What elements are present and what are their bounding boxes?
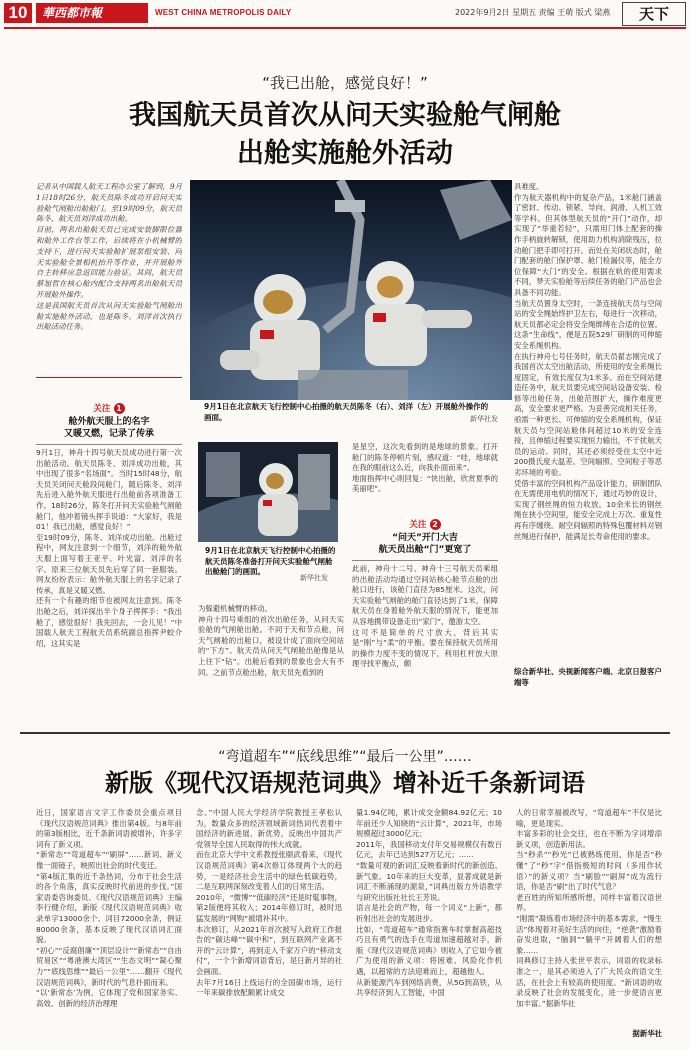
article1-col1: 9月1日，神舟十四号航天员成功进行第一次出舱活动。航天员陈冬、刘洋成功出舱，其中出现了很多“名场面”。当时15时48分，航天员关闭问天舱段间舱门，随后陈冬、刘洋先后进入舱外航天服进行出舱前各项准备工作。18时26分，陈冬打开问天实验舱气闸舱舱门，他冲着镜头挥手说道：“大家好，我是01！我已出舱，感觉良好！” 至19时09分，陈冬、刘洋成功出舱。出舱过程中，网友注意到一个细节，刘洋的舱外航天服上面写着王亚平、叶光富、刘洋的名字。原来三位航天员先后穿了同一套服装。网友纷纷表示：舱外航天服上的名字记录了传承，真是又暖又燃。 还有一个有趣的细节也被网友注意到。陈冬出舱之后，刘洋探出半个身子挥挥手：“我出舱了，感觉很好！我先回去，一会儿见！”中国载人航天工程航天员系统副总指挥尹蛟介绍，这其实是 — [36, 448, 182, 648]
article1-lead: 记者从中国载人航天工程办公室了解到，9月1日18时26分，航天员陈冬成功开启问天实验舱气闸舱出舱舱门。至19时09分，航天员陈冬、航天员刘洋成功出舱。 目前，两名出舱航天员已完成安装脚限位器和舱外工作台等工作，后续将在小机械臂的支持下，进行问天实验舱扩展泵组安装、问天实验舱全景相机抬升等作业，并开展舱外自主转移应急返回能力验证。其间，航天员蔡旭哲在核心舱内配合支持两名出舱航天员开展舱外操作。 这是我国航天员首次从问天实验舱气闸舱出舱实施舱外活动，也是陈冬、刘洋首次执行出舱活动任务。 — [36, 182, 182, 332]
article1-sources: 综合新华社、央视新闻客户端、北京日报客户端等 — [514, 667, 662, 687]
focus2-tag: 关注 — [409, 520, 427, 530]
photo2-caption: 9月1日在北京航天飞行控制中心拍摄的航天员陈冬准备打开问天实验舱气闸舱出舱舱门的画面。 — [205, 546, 336, 576]
focus1-number: 1 — [114, 403, 125, 414]
lead-divider — [36, 377, 182, 378]
photo1-caption: 9月1日在北京航天飞行控制中心拍摄的航天员陈冬（右）、刘洋（左）开展舱外操作的画面。 — [204, 402, 489, 422]
focus1-title: 舱外航天服上的名字 又暖又燃，记录了传承 — [63, 417, 154, 439]
article2-headline: 新版《现代汉语规范词典》增补近千条新词语 — [105, 769, 585, 797]
article-separator — [20, 732, 670, 734]
article1-kicker: “我已出舱，感觉良好！” — [262, 74, 428, 92]
photo-astronauts-spacewalk — [190, 180, 512, 400]
focus2-header — [352, 518, 498, 531]
photo-astronaut-opening-hatch — [198, 442, 338, 542]
article1-headline-line2: 出舱实施舱外活动 — [237, 138, 453, 169]
article2-col2: 念。”中国人民大学经济学院教授王孝松认为，数量众多的经济领域新词热词代表着中国经济的新进展、新优势，反映出中国共产党领导全国人民取得的伟大成就。 而在北京大学中文系教授张颐武看来，《现代汉语规范词典》第4次修订体现两个大的趋势，一是经济社会生活中的绿色低碳趋势，二是互联网深刻改变着人们的日常生活。 2010年，“微博”“低碳经济”还是时髦事物，第2版便将其收入；2014年修订时，被时迅猛发展的“网购”被增补其中。 本次修订，从2021年首次被写入政府工作报告的“碳达峰”“碳中和”，到互联网产业离不开的“云计算”，再到走入千家万户的“移动支付”，一个个新增词语背后，是日新月异的社会画面。 去年7月16日上线运行的全国碳市场，运行一年来碳排放配额累计成交 — [196, 808, 342, 998]
article2-source: 据新华社 — [632, 1029, 662, 1038]
focus2-number: 2 — [430, 519, 441, 530]
article1-col4: 具难度。 作为航天器机构中的复杂产品，1米舱门涵盖了密封、传动、锁紧、导向、润滑、人机工效等学科。但其体型航天员的“开门”动作，却实现了“举重若轻”，只需用门体上配套的操作手柄旋转解锁，使用助力机构消除残压，拉动舱门把手即可打开。而处在关闭状态时，舱门配套的舱门保护罩、舱门检漏仪等，能全方位保障“大门”的安全。根据在轨的使用需求不同，梦天实验舱等后续任务的舱门产品也会具备不同功能。 当航天员置身太空时，一条连接航天员与空间站的安全绳始终护卫左右，每进行一次移动，航天员都必定会将安全绳绑缚在合适的位置。这条“生命线”，便是五院529厂研制的可伸缩安全系绳机构。 在执行神舟七号任务时，航天员翟志刚完成了我国首次太空出舱活动，所使用的安全系绳长度固定，有效长度仅为1米多。而在空间站建造任务中，航天员要完成空间站设备安装、检修等出舱任务，出舱范围扩大，操作难度更高，安全要求更严格。为妥善完成相关任务，亟需一种更长、可伸缩的安全系绳机构，保证航天员与空间站舱体间超过10米的安全连接，且伸缩过程要实现恒力输出，不干扰航天员的运动。同时，其还必须经受住太空中近200摄氏度大温差、空间辐照、空间粒子等恶劣环境的考验。 凭借丰富的空间机构产品设计能力，研制团队在无需使用电机的情况下，通过巧妙的设计，实现了钢丝绳的恒力收放。10余米长的钢丝绳在狭小空间里，能安全完成上万次、重复性再有序缠绕。耐空间辐照的特殊包覆材料对钢丝绳进行保护，能满足长寿命使用的要求。 — [514, 182, 662, 541]
article1-col3: 是星空，这次先看到的是地球的景象。打开舱门的陈冬停顿片刻，感叹道：“哇，地球就在我的眼前这么近，向我扑面而来”。 地面指挥中心则回复：“快出舱，欣赏夏季的美丽吧”。 — [352, 442, 498, 494]
focus1-tag: 关注 — [93, 404, 111, 414]
focus2-divider — [352, 560, 498, 561]
focus1-divider — [36, 444, 182, 445]
issue-meta: 2022年9月2日 星期五 责编 王萌 版式 梁燕 — [455, 8, 611, 17]
focus2-title: “问天”开门大吉 航天员出舱“门”更宽了 — [378, 533, 472, 555]
newspaper-english-name: WEST CHINA METROPOLIS DAILY — [155, 8, 292, 17]
article2-col1: 近日，国家语言文字工作委员会重点项目《现代汉语规范词典》推出第4版。与8年前的第3版相比，近千条新词语被增补，许多字词有了新义项。 “新常态”“弯道超车”“刷屏”……新词、新义像一面镜子，映照出社会的时代变迁。 “第4版汇集的近千条热词，分布于社会生活的各个角落，真实反映时代前进的步伐。”国家语委咨询委员、《现代汉语规范词典》主编李行健介绍，新版《现代汉语规范词典》收录单字13000余个、词目72000余条，例证80000余条，基本反映了现代汉语词汇面貌。 “初心”“反腐倡廉”“顶层设计”“新常态”“自由贸易区”“粤港澳大湾区”“生态文明”“凝心聚力”“底线思维”“最后一公里”……翻开《现代汉语规范词典》，新时代的气息扑面而来。 “以‘新常态’为例，它体现了党和国家务实、高效、创新的经济治理理 — [36, 808, 182, 1008]
focus1-header — [36, 402, 182, 415]
article1-col3b: 此前，神舟十二号、神舟十三号航天员乘组的出舱活动均通过空间站核心舱节点舱的出舱口进行，该舱门直径为85厘米。这次，问天实验舱气闸舱的舱门直径达到了1米，保障航天员在身着舱外航天服的情况下，能更加从容地携带设备走出“家门”，邀游太空。 这可不是简单的尺寸放大，背后其实是“刚”与“柔”的平衡。要在保持航天员所用的操作力度不变的情况下，利用杠杆放大原理寻找平衡点，颇 — [352, 564, 498, 669]
section-label: 天下 — [622, 2, 686, 26]
page-number: 10 — [4, 3, 32, 23]
photo2-credit: 新华社发 — [300, 574, 328, 582]
photo1-credit: 新华社发 — [470, 415, 498, 423]
article2-col4: 人的日常幸福被改写，“弯道超车”不仅是比喻，更是现实。 丰富多彩的社会交往，也在不断为字词增添新义项，创造新用法。 当“秒杀”“秒光”已被熟练使用，你是否“秒懂”了“秒”字“借指极短的时间（多用作状语）”的新义项？当“刷脸”“刷屏”成为流行语，你是否“刷”出了时代气息？ 老百姓的所知所感所想，同样丰富着汉语世界。 “刚需”凝炼着市场经济中的基本需求，“慢生活”体现着对美好生活的向往，“逆袭”激励着奋发进取，“脑洞”“躺平”开阔着人们的想象…… 词典修订主持人张世平表示，词语的收录标准之一，是其必须进入了广大民众的语文生活，在社会上有较高的使用度。“新词语的收录反映了社会的发展变化，进一步使语言更加丰富。”据新华社 — [516, 808, 662, 1008]
article1-col2: 为躲避机械臂的移动。 神舟十四号乘组的首次出舱任务，从问天实验舱的气闸舱出舱。不同于天和节点舱，问天气闸舱的出舱口，被设计成了面向空间站的“下方”。航天员从问天气闸舱出舱像是从上往下“钻”。出舱后看到的景象也会大有不同。之前节点舱出舱，航天员先看到的 — [198, 604, 344, 677]
article2-kicker: “弯道超车”“底线思维”“最后一公里”…… — [218, 749, 472, 765]
article2-col3: 量1.94亿吨，累计成交金额84.92亿元；10年前还少人知晓的“云计算”，2021年，市场规模超过3000亿元； 2011年，我国移动支付年交易规模仅有数百亿元，去年已达到527万亿元；…… “数量可观的新词汇反映着新时代的新创造、新气象。10年来的巨大变革，显著成就是新词汇不断涌现的源泉，”词典出版方外语教学与研究出版社社长王芳说。 语言是社会的产物，每一个词义“上新”，都折射出社会的发展进步。 比如，“弯道超车”通常指赛车时掌握高超技巧且有勇气的选手在弯道加速超越对手，新版《现代汉语规范词典》则收入了它如今被广为使用的新义项：将困难、风险化作机遇，以超常的方法迎难而上，超越他人。 从新能源汽车到网络消费，从5G到高铁，从共享经济到人工智能，中国 — [356, 808, 502, 998]
article1-headline-line1: 我国航天员首次从问天实验舱气闸舱 — [129, 100, 561, 131]
newspaper-logo: 華西都市報 — [36, 3, 148, 23]
header-rule — [4, 27, 686, 29]
